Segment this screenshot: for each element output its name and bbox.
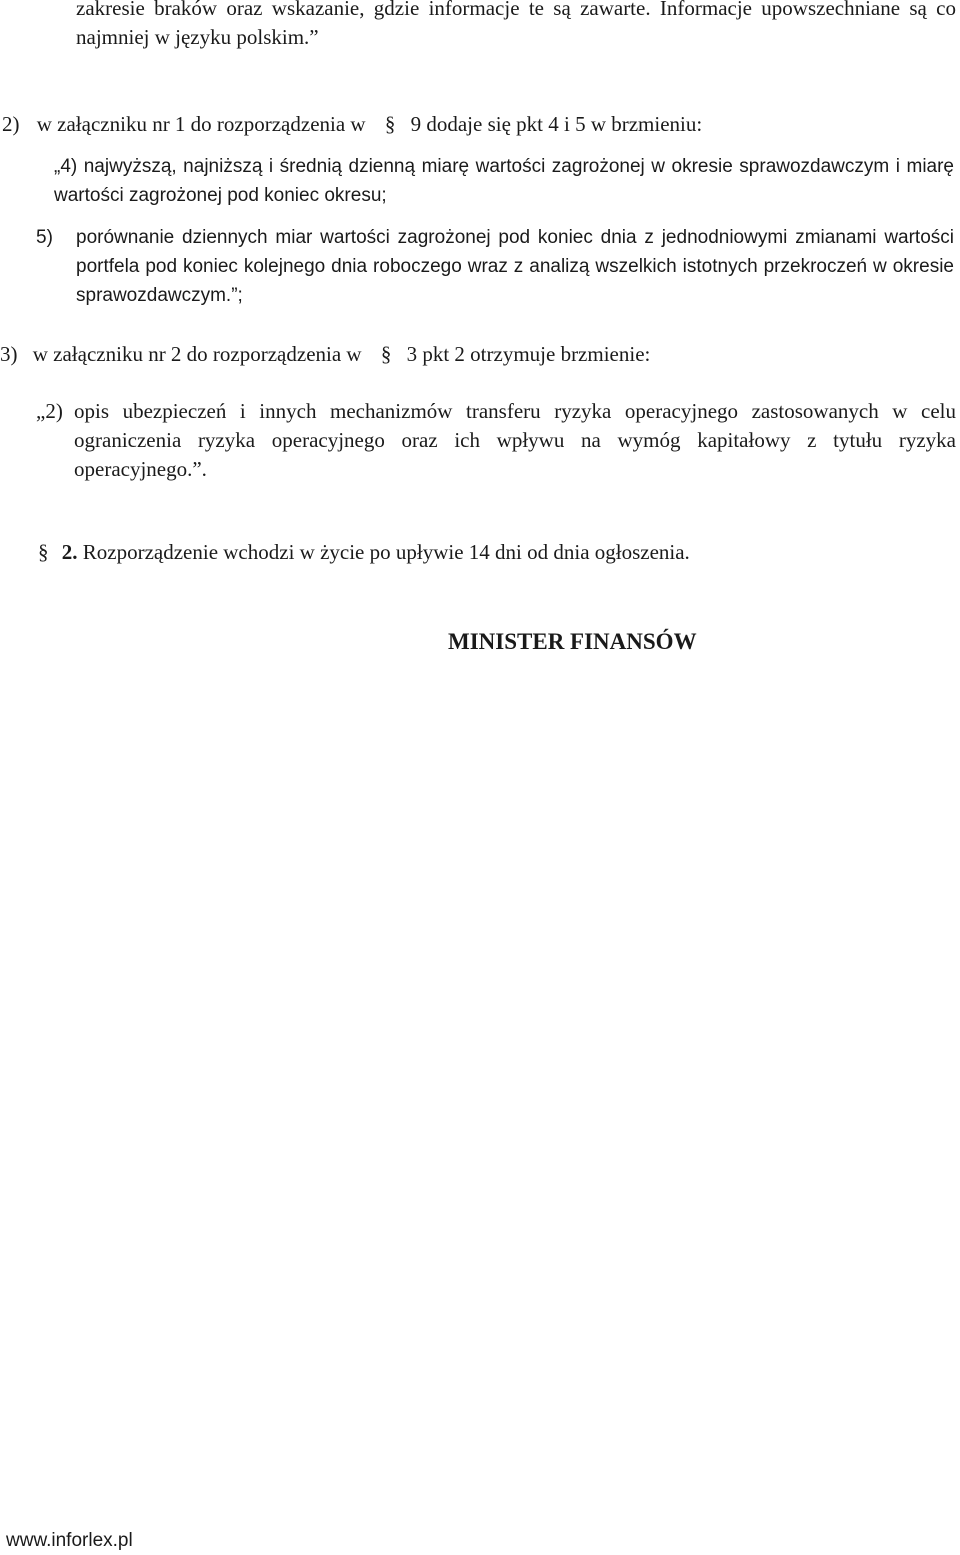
point-5 (36, 223, 954, 310)
continuation-paragraph (76, 0, 956, 52)
item-3-number: 3) (0, 342, 18, 366)
section-sign-icon: § (384, 112, 396, 136)
point-2-text: opis ubezpieczeń i innych mechanizmów transferu ryzyka operacyjnego zastosowanych w celu ograniczenia ryzyka operacyjnego oraz ich wpływu na wymóg kapitałowy z tytułu ryzyka operacyjnego.”. (74, 399, 956, 481)
point-2 (36, 397, 956, 484)
paragraph-2-text: Rozporządzenie wchodzi w życie po upływie 14 dni od dnia ogłoszenia. (82, 540, 690, 564)
point-2-body (74, 397, 956, 484)
item-3-text-after: 3 pkt 2 otrzymuje brzmienie: (406, 342, 651, 366)
footer-source: www.inforlex.pl (6, 1530, 133, 1551)
item-3 (0, 340, 950, 369)
item-2-text-before: w załączniku nr 1 do rozporządzenia w (36, 112, 366, 136)
item-2 (2, 110, 952, 139)
point-4-text: „4) najwyższą, najniższą i średnią dzienną miarę wartości zagrożonej w okresie sprawozdawczym i miarę wartości zagrożonej pod koniec okresu; (54, 156, 954, 206)
point-2-number: „2) (36, 399, 63, 423)
point-5-text: porównanie dziennych miar wartości zagrożonej pod koniec dnia z jednodniowymi zmianami wartości portfela pod koniec kolejnego dnia roboczego wraz z analizą wszelkich istotnych przekroczeń w okresie sprawozdawczym.”; (76, 227, 954, 306)
signature: MINISTER FINANSÓW (448, 629, 697, 654)
paragraph-2 (38, 538, 938, 567)
point-5-number: 5) (36, 227, 53, 248)
point-4 (54, 152, 954, 210)
item-2-number: 2) (2, 112, 20, 136)
section-sign-icon: § (380, 342, 392, 366)
point-5-body (76, 223, 954, 310)
paragraph-2-number: 2. (61, 540, 78, 564)
section-sign-icon: § (38, 540, 49, 564)
continuation-text: zakresie braków oraz wskazanie, gdzie informacje te są zawarte. Informacje upowszechniane są co najmniej w języku polskim.” (76, 0, 956, 49)
item-2-text-after: 9 dodaje się pkt 4 i 5 w brzmieniu: (410, 112, 703, 136)
item-3-text-before: w załączniku nr 2 do rozporządzenia w (32, 342, 362, 366)
